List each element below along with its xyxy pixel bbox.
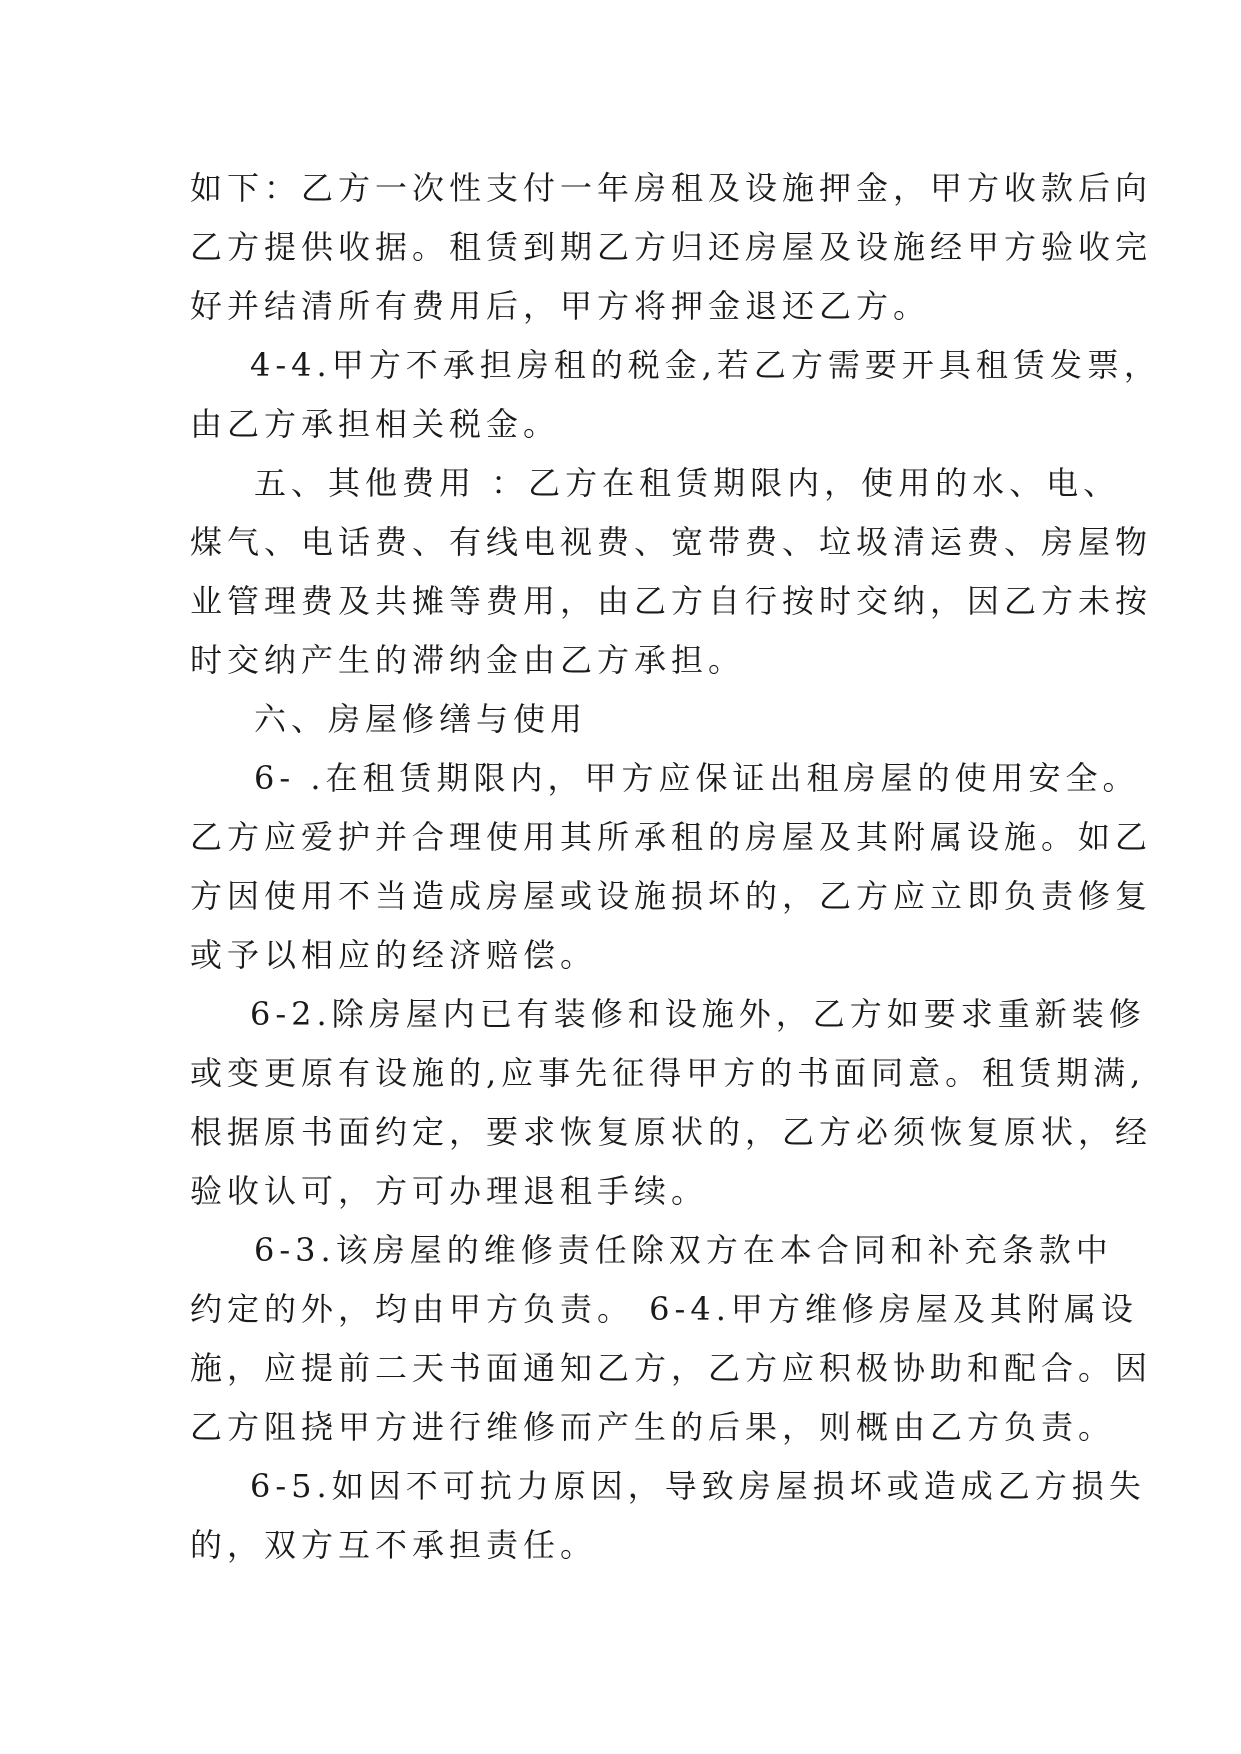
text-line: 时交纳产生的滞纳金由乙方承担。 — [190, 641, 746, 679]
text-line: 6-2.除房屋内已有装修和设施外，乙方如要求重新装修 — [250, 995, 1146, 1033]
text-line: 验收认可，方可办理退租手续。 — [190, 1172, 709, 1210]
text-line: 如下：乙方一次性支付一年房租及设施押金，甲方收款后向 — [190, 169, 1153, 207]
text-line: 6-3.该房屋的维修责任除双方在本合同和补充条款中 — [254, 1231, 1113, 1269]
text-line: 根据原书面约定，要求恢复原状的，乙方必须恢复原状，经 — [190, 1113, 1153, 1151]
text-line: 6-5.如因不可抗力原因，导致房屋损坏或造成乙方损失 — [250, 1467, 1146, 1505]
text-line: 好并结清所有费用后，甲方将押金退还乙方。 — [190, 287, 931, 325]
text-line: 4-4.甲方不承担房租的税金,若乙方需要开具租赁发票， — [250, 346, 1161, 384]
section-heading: 六、房屋修缮与使用 — [254, 700, 588, 738]
text-line: 约定的外，均由甲方负责。 6-4.甲方维修房屋及其附属设 — [190, 1290, 1138, 1328]
text-line: 或予以相应的经济赔偿。 — [190, 936, 598, 974]
text-line: 乙方应爱护并合理使用其所承租的房屋及其附属设施。如乙 — [190, 818, 1153, 856]
text-line: 乙方阻挠甲方进行维修而产生的后果，则概由乙方负责。 — [190, 1408, 1116, 1446]
text-line: 方因使用不当造成房屋或设施损坏的，乙方应立即负责修复 — [190, 877, 1153, 915]
text-line: 煤气、电话费、有线电视费、宽带费、垃圾清运费、房屋物 — [190, 523, 1153, 561]
text-line: 五、其他费用 ：乙方在租赁期限内，使用的水、电、 — [254, 464, 1121, 502]
text-line: 乙方提供收据。租赁到期乙方归还房屋及设施经甲方验收完 — [190, 228, 1153, 266]
text-line: 施，应提前二天书面通知乙方，乙方应积极协助和配合。因 — [190, 1349, 1153, 1387]
text-line: 6- .在租赁期限内，甲方应保证出租房屋的使用安全。 — [254, 759, 1140, 797]
text-line: 或变更原有设施的,应事先征得甲方的书面同意。租赁期满, — [190, 1054, 1146, 1092]
text-line: 的，双方互不承担责任。 — [190, 1526, 598, 1564]
text-line: 由乙方承担相关税金。 — [190, 405, 561, 443]
text-line: 业管理费及共摊等费用，由乙方自行按时交纳，因乙方未按 — [190, 582, 1153, 620]
